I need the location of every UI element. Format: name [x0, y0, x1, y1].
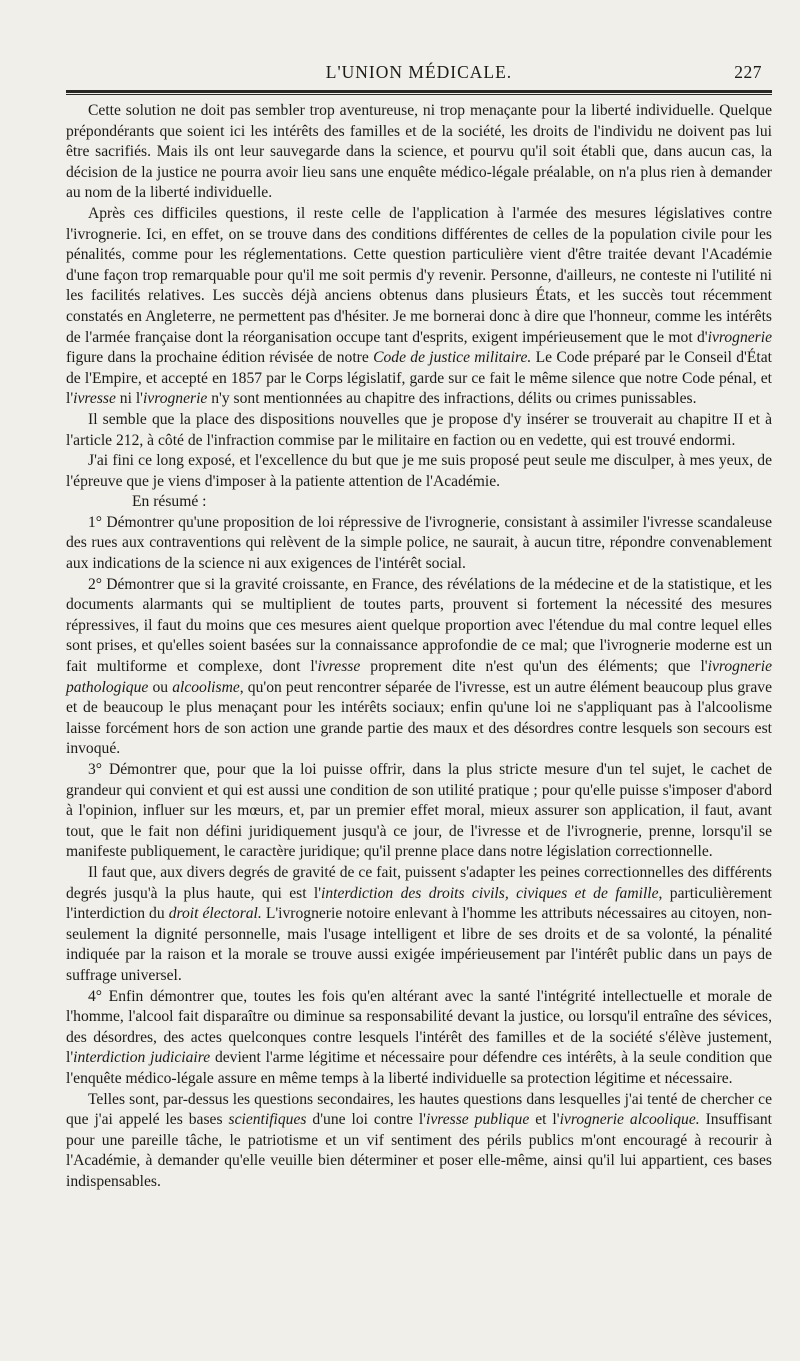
text-run: Cette solution ne doit pas sembler trop aventureuse, ni trop menaçante pour la liberté individuelle. Quelque prépondérants que soient ici les intérêts des familles et de la société, les droits de l'individu ne doivent pas lui être sacrifiés. Mais ils ont leur sauvegarde dans la science, et pourvu qu'il soit établi que, dans aucun cas, la décision de la justice ne pourra avoir lieu sans une enquête médico-légale préalable, on n'a plus rien à demander au nom de la liberté individuelle. — [66, 102, 772, 202]
text-run: ni l' — [115, 390, 143, 408]
paragraph — [66, 204, 772, 410]
italic-text: ivrognerie pathologique — [66, 658, 773, 696]
italic-text: scientifiques — [228, 1111, 307, 1129]
text-run: et l' — [529, 1111, 560, 1129]
text-run: 3° Démontrer que, pour que la loi puisse offrir, dans la plus stricte mesure d'un tel sujet, le cachet de grandeur qui convient et qui est aussi une condition de son utilité pratique ; pour qu'elle puisse s'imposer d'abord à l'opinion, influer sur les mœurs, et, par un premier effet moral, mieux assurer son application, il faut, avant tout, que le fait non défini juridiquement jusqu'à ce jour, de l'ivresse et de l'ivrognerie, prenne, lorsqu'il se manifeste publiquement, le caractère juridique; qu'il prenne place dans notre législation correctionnelle. — [66, 761, 772, 861]
text-run: En résumé : — [132, 493, 207, 511]
italic-text: interdiction judiciaire — [73, 1049, 211, 1067]
text-run: devient l'arme légitime et nécessaire pour défendre ces intérêts, à la seule condition que l'enquête médico-légale assure en même temps à la liberté individuelle sa protection légitime et nécessaire. — [66, 1049, 772, 1087]
text-run: 4° Enfin démontrer que, toutes les fois qu'en altérant avec la santé l'intégrité intellectuelle et morale de l'homme, l'alcool fait disparaître ou diminue sa responsabilité devant la justice, ou lorsqu'il entraîne des sévices, des désordres, des actes quelconques contre lesquels l'intérêt des familles et de la société s'élève justement, l' — [66, 987, 772, 1067]
paragraph — [66, 410, 772, 451]
text-run: Il semble que la place des dispositions nouvelles que je propose d'y insérer se trouverait au chapitre II et à l'article 212, à côté de l'infraction commise par le militaire en faction ou en vedette, qui est trouvé endormi. — [66, 410, 772, 449]
text-run: figure dans la prochaine édition révisée de notre — [66, 349, 374, 367]
italic-text: Code de justice militaire. — [373, 349, 532, 367]
text-run: , particulièrement l'interdiction du — [66, 884, 772, 923]
text-run: L'ivrognerie notoire enlevant à l'homme les attributs nécessaires au citoyen, non-seulement la dignité personnelle, mais l'usage intelligent et libre de ses droits et de sa volonté, la pénalité indiquée par la raison et la morale se trouve aussi exigée impérieusement par l'intérêt public dans un pays de suffrage universel. — [66, 905, 773, 984]
italic-text: alcoolisme — [172, 678, 240, 696]
text-run: , qu'on peut rencontrer séparée de l'ivresse, est un autre élément beaucoup plus grave et de beaucoup le plus menaçant pour les intérêts sociaux; enfin qu'une loi ne s'appliquant pas à l'alcoolisme laisse forcément hors de son action une grande partie des maux et des désordres contre lesquels son secours est invoqué. — [66, 678, 773, 758]
paragraph — [66, 760, 772, 863]
italic-text: ivrognerie — [707, 328, 772, 346]
text-run: n'y sont mentionnées au chapitre des infractions, délits ou crimes punissables. — [207, 390, 697, 408]
running-header — [66, 56, 772, 86]
journal-title: L'UNION MÉDICALE. — [325, 62, 513, 82]
text-run: 1° Démontrer qu'une proposition de loi répressive de l'ivrognerie, consistant à assimiler l'ivresse scandaleuse des rues aux contraventions qui relèvent de la simple police, ne saurait, à aucun titre, répondre convenablement aux indications de la science ni aux exigences de l'intérêt social. — [66, 513, 772, 573]
text-run: Le Code préparé par le Conseil d'État de l'Empire, et accepté en 1857 par le Corps législatif, garde sur ce fait le même silence que notre Code pénal, et l' — [66, 349, 772, 408]
italic-text: droit électoral. — [168, 905, 262, 923]
article-body — [66, 101, 772, 1192]
italic-text: ivresse — [73, 390, 116, 408]
text-run: Telles sont, par-dessus les questions secondaires, les hautes questions dans lesquelles j'ai tenté de chercher ce que j'ai appelé les bases — [66, 1090, 772, 1129]
paragraph — [66, 101, 772, 204]
paragraph — [66, 575, 772, 760]
header-rule — [66, 90, 772, 95]
text-run: Insuffisant pour une pareille tâche, le patriotisme et un vif sentiment des périls publics m'ont encouragé à recourir à l'Académie, à demander qu'elle veuille bien déterminer et poser elle-même, ainsi qu'il lui appartient, ces bases indispensables. — [66, 1111, 773, 1190]
text-run: d'une loi contre l' — [306, 1111, 426, 1129]
paragraph — [66, 987, 772, 1090]
page-number: 227 — [734, 62, 762, 82]
text-run: J'ai fini ce long exposé, et l'excellence du but que je me suis proposé peut seule me disculper, à mes yeux, de l'épreuve que je viens d'imposer à la patiente attention de l'Académie. — [66, 452, 772, 490]
italic-text: ivresse publique — [426, 1111, 530, 1129]
italic-text: ivrognerie — [142, 390, 208, 408]
italic-text: ivresse — [317, 658, 361, 676]
paragraph — [66, 492, 772, 513]
paragraph — [66, 863, 772, 987]
italic-text: ivrognerie alcoolique. — [559, 1111, 700, 1129]
text-run: ou — [148, 678, 173, 696]
paragraph — [66, 1090, 772, 1193]
text-run: 2° Démontrer que si la gravité croissante, en France, des révélations de la médecine et de la statistique, et les documents alarmants qui se multiplient de toutes parts, prouvent si fortement la nécessité des mesures répressives, il faut du moins que ces mesures aient quelque proportion avec l'étendue du mal contre lequel elles sont prises, et qu'elles soient basées sur la connaissance approfondie de ce mal; que l'ivrognerie moderne est un fait multiforme et complexe, dont l' — [66, 575, 772, 676]
text-run: Après ces difficiles questions, il reste celle de l'application à l'armée des mesures législatives contre l'ivrognerie. Ici, en effet, on se trouve dans des conditions différentes de celles de la population civile pour les pénalités, comme pour les réglementations. Cette question particulière vient d'être traitée devant l'Académie d'une façon trop remarquable pour qu'il me soit permis d'y revenir. Personne, d'ailleurs, ne conteste ni l'utilité ni les facilités relatives. Les succès déjà anciens obtenus dans plusieurs États, et les succès tout récemment constatés en Angleterre, ne permettent pas d'hésiter. Je me bornerai donc à dire que l'honneur, comme les intérêts de l'armée française dont la réorganisation occupe tant d'esprits, exigent impérieusement que le mot d' — [66, 204, 772, 346]
text-run: Il faut que, aux divers degrés de gravité de ce fait, puissent s'adapter les peines correctionnelles des différents degrés jusqu'à la plus haute, qui est l' — [66, 863, 772, 902]
paragraph — [66, 451, 772, 492]
paragraph — [66, 513, 772, 575]
text-run: proprement dite n'est qu'un des éléments; que l' — [360, 658, 708, 676]
italic-text: interdiction des droits civils, civiques et de famille — [321, 884, 659, 902]
